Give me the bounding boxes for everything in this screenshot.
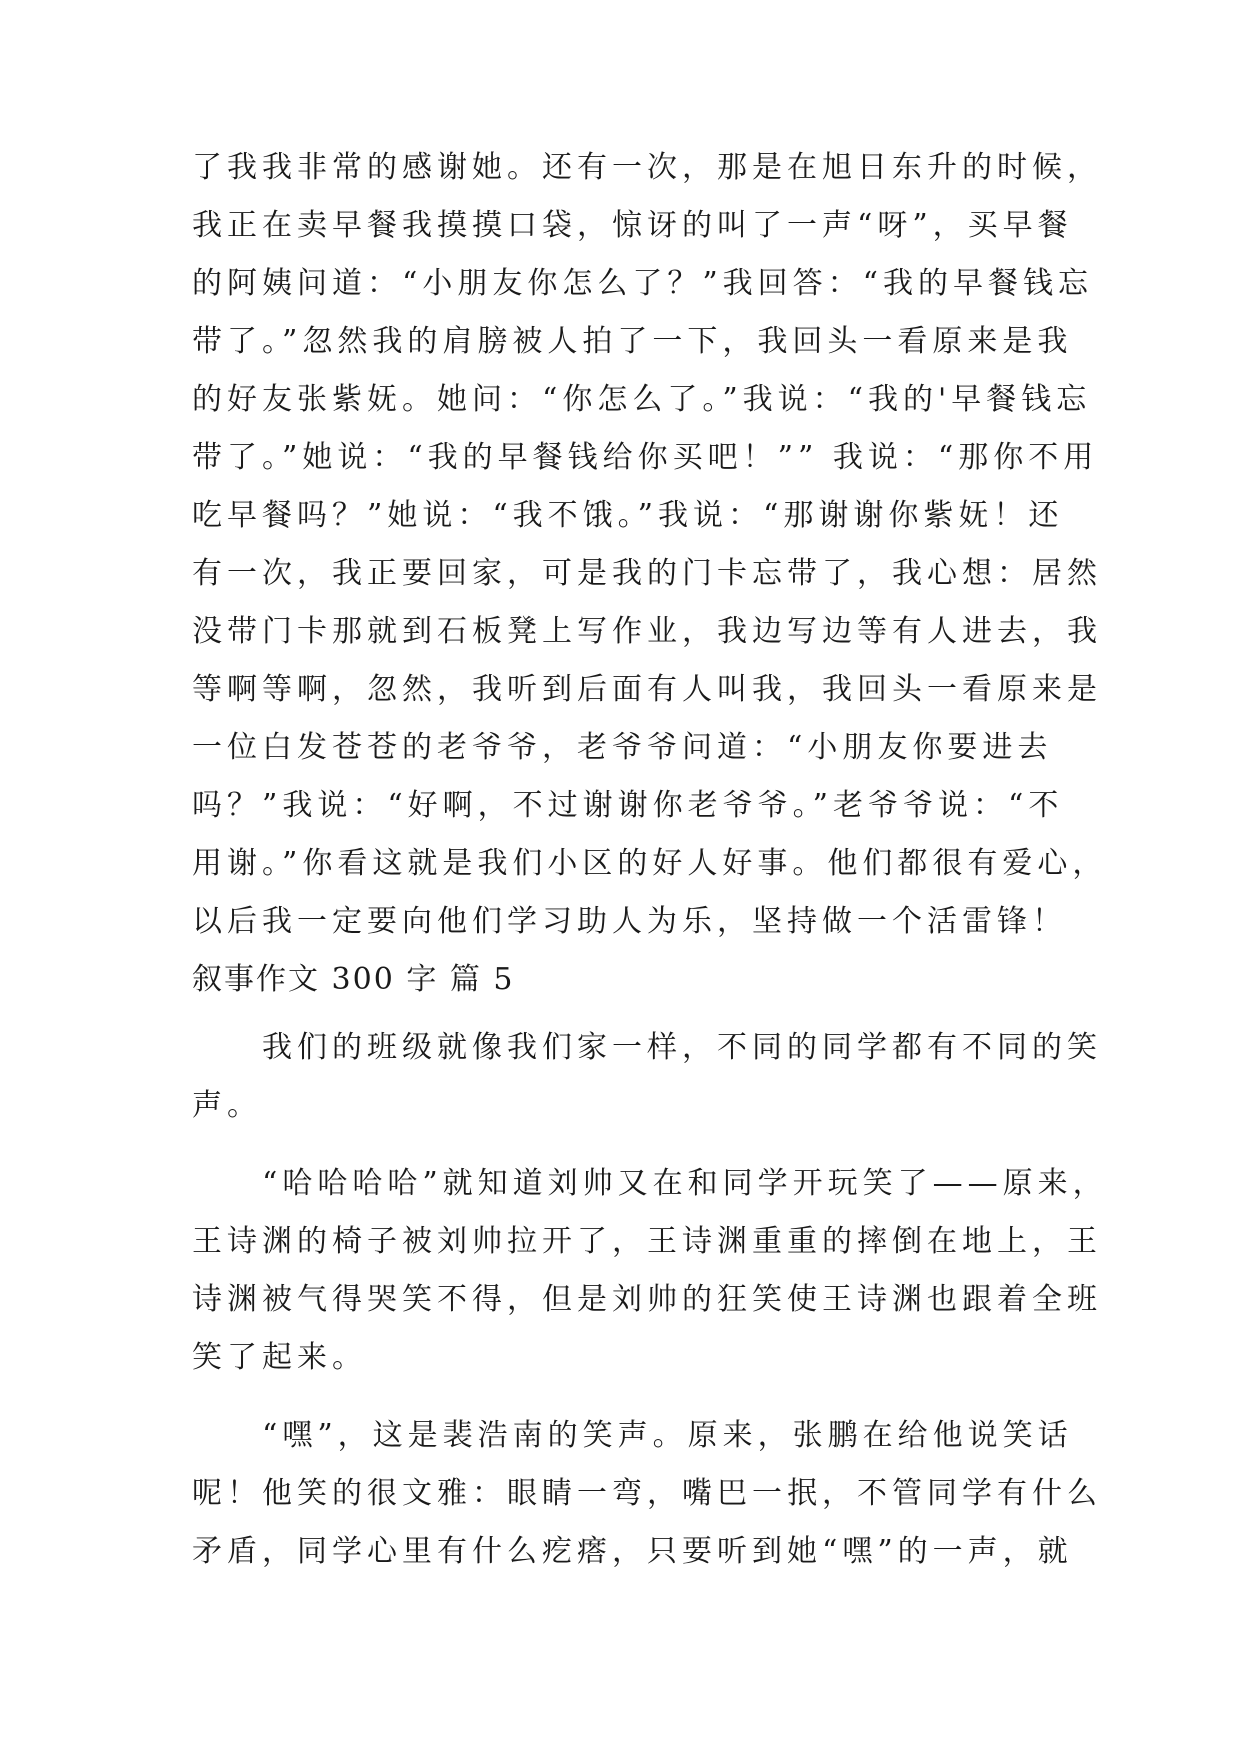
text-line: 的阿姨问道：“小朋友你怎么了？”我回答：“我的早餐钱忘 — [192, 266, 1094, 301]
text-line: 以后我一定要向他们学习助人为乐，坚持做一个活雷锋！ — [192, 904, 1067, 939]
paragraph-line: 声。 — [192, 1088, 262, 1123]
text-line: 有一次，我正要回家，可是我的门卡忘带了，我心想：居然 — [192, 556, 1102, 591]
text-line: 吃早餐吗？”她说：“我不饿。”我说：“那谢谢你紫妩！还 — [192, 498, 1064, 533]
text-line: 了我我非常的感谢她。还有一次，那是在旭日东升的时候， — [192, 150, 1102, 185]
paragraph-line: “哈哈哈哈”就知道刘帅又在和同学开玩笑了——原来， — [192, 1166, 1108, 1201]
paragraph-line: “嘿”，这是裴浩南的笑声。原来，张鹏在给他说笑话 — [192, 1418, 1073, 1453]
text-line: 我正在卖早餐我摸摸口袋，惊讶的叫了一声“呀”，买早餐 — [192, 208, 1073, 243]
text-line: 带了。”忽然我的肩膀被人拍了一下，我回头一看原来是我 — [192, 324, 1073, 359]
text-line: 用谢。”你看这就是我们小区的好人好事。他们都很有爱心， — [192, 846, 1108, 881]
text-line: 一位白发苍苍的老爷爷，老爷爷问道：“小朋友你要进去 — [192, 730, 1053, 765]
text-line: 带了。”她说：“我的早餐钱给你买吧！”” 我说：“那你不用 — [192, 440, 1099, 475]
text-line: 等啊等啊，忽然，我听到后面有人叫我，我回头一看原来是 — [192, 672, 1102, 707]
paragraph-line: 我们的班级就像我们家一样，不同的同学都有不同的笑 — [192, 1030, 1102, 1065]
text-line: 没带门卡那就到石板凳上写作业，我边写边等有人进去，我 — [192, 614, 1102, 649]
text-line: 的好友张紫妩。她问：“你怎么了。”我说：“我的'早餐钱忘 — [192, 382, 1092, 417]
paragraph-line: 呢！他笑的很文雅：眼睛一弯，嘴巴一抿，不管同学有什么 — [192, 1476, 1102, 1511]
section-heading: 叙事作文 300 字 篇 5 — [192, 962, 515, 997]
paragraph-line: 矛盾，同学心里有什么疙瘩，只要听到她“嘿”的一声，就 — [192, 1534, 1073, 1569]
paragraph-line: 王诗渊的椅子被刘帅拉开了，王诗渊重重的摔倒在地上，王 — [192, 1224, 1102, 1259]
paragraph-line: 诗渊被气得哭笑不得，但是刘帅的狂笑使王诗渊也跟着全班 — [192, 1282, 1102, 1317]
text-line: 吗？”我说：“好啊，不过谢谢你老爷爷。”老爷爷说：“不 — [192, 788, 1064, 823]
paragraph-line: 笑了起来。 — [192, 1340, 367, 1375]
